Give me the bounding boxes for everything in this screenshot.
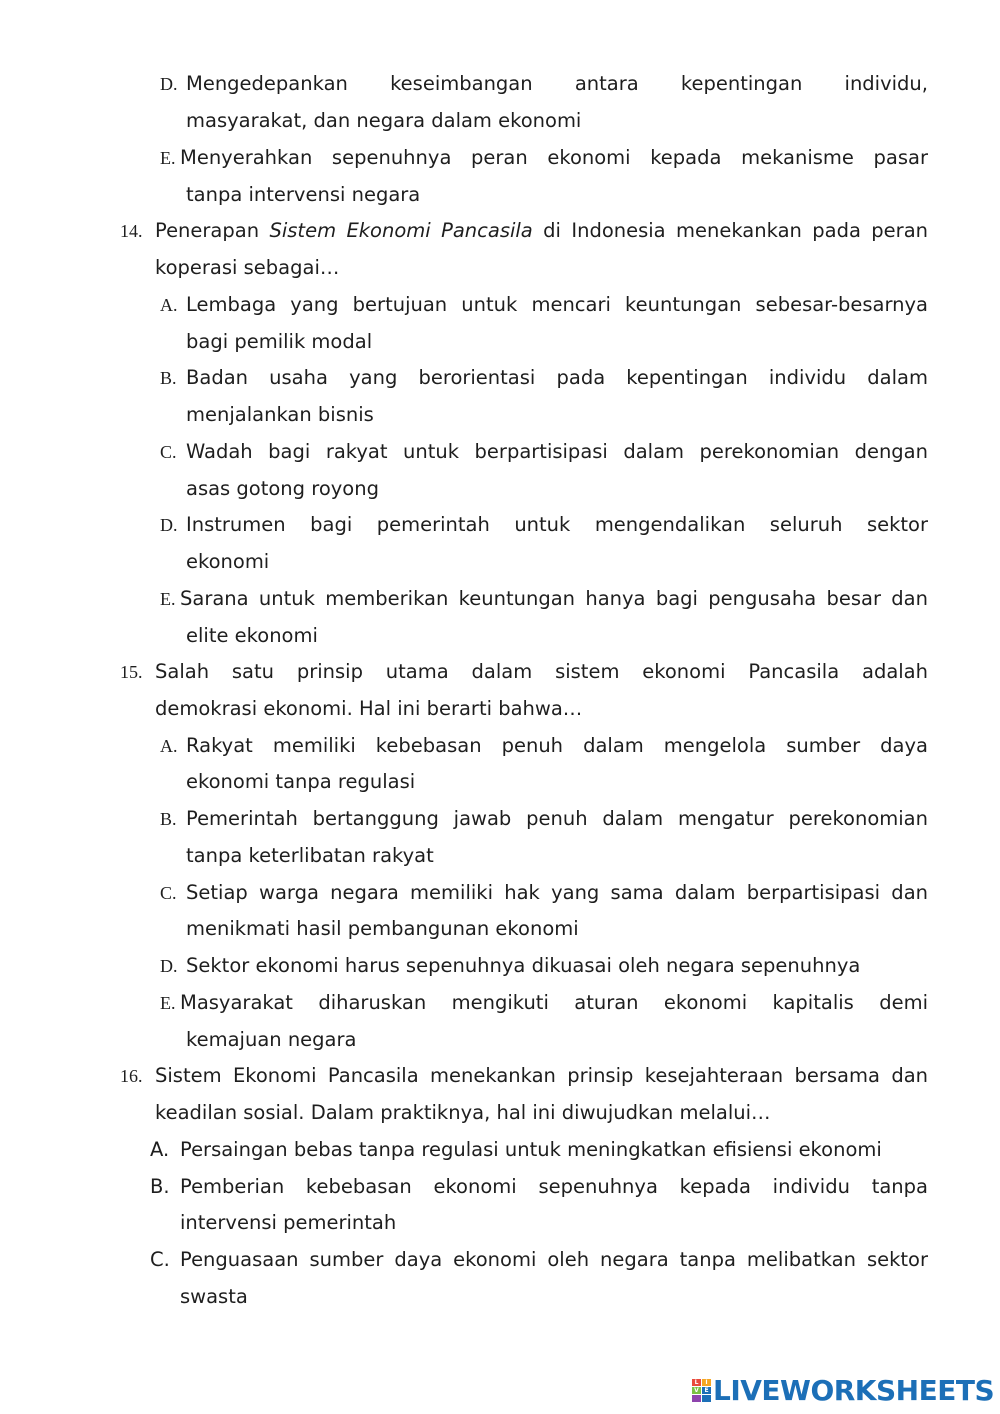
option-label: B.: [160, 809, 177, 829]
option-text-line1: Mengedepankan keseimbangan antara kepentingan individu,: [186, 72, 928, 95]
question-number: 16.: [120, 1066, 143, 1086]
option-text-line2: menikmati hasil pembangunan ekonomi: [186, 917, 579, 940]
logo-mark-cell: [692, 1395, 701, 1402]
option-text-line1: Lembaga yang bertujuan untuk mencari keuntungan sebesar-besarnya: [186, 293, 928, 316]
option-text-line2: kemajuan negara: [186, 1028, 357, 1051]
option-label: B.: [150, 1175, 170, 1198]
logo-mark-cell: L: [692, 1379, 701, 1386]
question-stem-line2: keadilan sosial. Dalam praktiknya, hal ini diwujudkan melalui…: [155, 1101, 771, 1124]
option-text-line2: tanpa intervensi negara: [186, 183, 421, 206]
option-text-line2: elite ekonomi: [186, 624, 318, 647]
option-label: D.: [160, 515, 178, 535]
option-label: E.: [160, 993, 176, 1013]
option-text-line2: asas gotong royong: [186, 477, 379, 500]
option-text-line2: tanpa keterlibatan rakyat: [186, 844, 434, 867]
logo-text: LIVEWORKSHEETS: [713, 1373, 995, 1407]
logo-mark-cell: I: [702, 1379, 711, 1386]
option-text-line1: Instrumen bagi pemerintah untuk mengendalikan seluruh sektor: [186, 513, 928, 536]
option-label: C.: [150, 1248, 170, 1271]
option-text-line2: masyarakat, dan negara dalam ekonomi: [186, 109, 582, 132]
option-label: A.: [160, 295, 178, 315]
italic-term: Sistem Ekonomi Pancasila: [269, 219, 533, 242]
option-label: C.: [160, 442, 177, 462]
option-text-line1: Penguasaan sumber daya ekonomi oleh negara tanpa melibatkan sektor: [180, 1248, 928, 1271]
option-text-line2: ekonomi: [186, 550, 270, 573]
logo-mark-cell: E: [702, 1387, 711, 1394]
option-text-line1: Persaingan bebas tanpa regulasi untuk meningkatkan efisiensi ekonomi: [180, 1138, 882, 1161]
option-text-line1: Sarana untuk memberikan keuntungan hanya bagi pengusaha besar dan: [180, 587, 928, 610]
option-text-line2: swasta: [180, 1285, 248, 1308]
option-text-line1: Sektor ekonomi harus sepenuhnya dikuasai oleh negara sepenuhnya: [186, 954, 861, 977]
option-label: D.: [160, 956, 178, 976]
option-text-line2: ekonomi tanpa regulasi: [186, 770, 416, 793]
option-label: E.: [160, 148, 176, 168]
question-stem-line1: Penerapan Sistem Ekonomi Pancasila di Indonesia menekankan pada peran: [155, 219, 929, 242]
option-text-line1: Badan usaha yang berorientasi pada kepentingan individu dalam: [186, 366, 928, 389]
logo-mark-icon: [692, 1379, 711, 1402]
liveworksheets-logo[interactable]: [692, 1374, 994, 1406]
option-text-line1: Wadah bagi rakyat untuk berpartisipasi dalam perekonomian dengan: [186, 440, 928, 463]
option-text-line2: menjalankan bisnis: [186, 403, 374, 426]
question-stem-line1: Sistem Ekonomi Pancasila menekankan prinsip kesejahteraan bersama dan: [155, 1064, 928, 1087]
option-label: D.: [160, 74, 178, 94]
logo-mark-cell: [702, 1395, 711, 1402]
option-text-line2: bagi pemilik modal: [186, 330, 373, 353]
question-number: 15.: [120, 662, 143, 682]
option-label: A.: [150, 1138, 170, 1161]
question-stem-line2: koperasi sebagai…: [155, 256, 340, 279]
option-label: A.: [160, 736, 178, 756]
option-text-line1: Pemberian kebebasan ekonomi sepenuhnya kepada individu tanpa: [180, 1175, 928, 1198]
option-text-line1: Rakyat memiliki kebebasan penuh dalam mengelola sumber daya: [186, 734, 928, 757]
option-text-line1: Masyarakat diharuskan mengikuti aturan ekonomi kapitalis demi: [180, 991, 928, 1014]
option-text-line2: intervensi pemerintah: [180, 1211, 397, 1234]
question-number: 14.: [120, 221, 143, 241]
option-text-line1: Menyerahkan sepenuhnya peran ekonomi kepada mekanisme pasar: [180, 146, 928, 169]
question-stem-line2: demokrasi ekonomi. Hal ini berarti bahwa…: [155, 697, 583, 720]
option-text-line1: Setiap warga negara memiliki hak yang sama dalam berpartisipasi dan: [186, 881, 928, 904]
option-label: E.: [160, 589, 176, 609]
option-text-line1: Pemerintah bertanggung jawab penuh dalam mengatur perekonomian: [186, 807, 928, 830]
question-stem-line1: Salah satu prinsip utama dalam sistem ekonomi Pancasila adalah: [155, 660, 928, 683]
option-label: C.: [160, 883, 177, 903]
logo-mark-cell: V: [692, 1387, 701, 1394]
option-label: B.: [160, 368, 177, 388]
